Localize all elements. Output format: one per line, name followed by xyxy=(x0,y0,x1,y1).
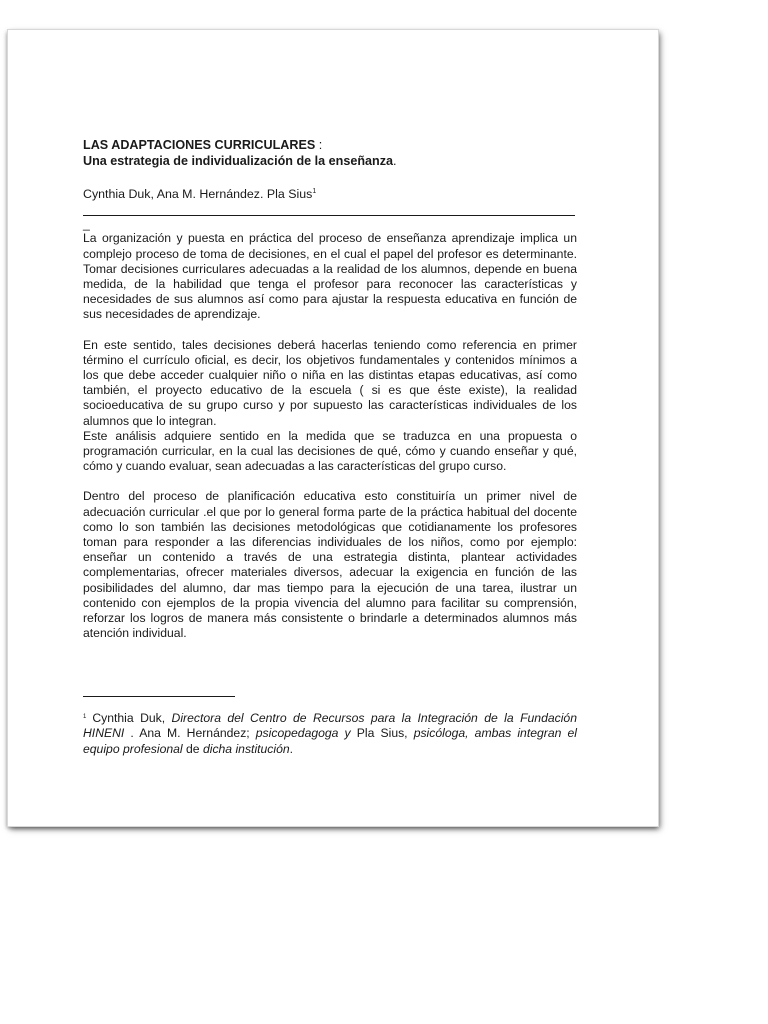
paragraph-2: En este sentido, tales decisiones deberá hacerlas teniendo como referencia en primer término el currículo oficial, es decir, los objetivos fundamentales y contenidos mínimos a los que debe acceder cualquier niño o niña en las distintas etapas educativas, así como también, el proyecto educativo de la escuela ( si es que éste existe), la realidad socioeducativa de su grupo curso y por supuesto las características individuales de los alumnos que lo integran. xyxy=(83,337,577,428)
subtitle-period: . xyxy=(393,153,397,168)
footnote-text-5: Pla Sius, xyxy=(350,726,414,741)
document-subtitle xyxy=(83,154,577,170)
footnote-text-7: de xyxy=(182,741,203,756)
footnote-text-2: Directora del Centro de Recursos para la Integración de la Fundación HINENI xyxy=(83,711,577,741)
document-body xyxy=(83,138,577,641)
footnote-text-1: Cynthia Duk, xyxy=(92,711,172,725)
footnote xyxy=(83,710,577,757)
title-colon: : xyxy=(315,138,323,152)
title-text: LAS ADAPTACIONES CURRICULARES xyxy=(83,138,316,152)
footnote-reference: 1 xyxy=(312,188,317,196)
paragraph-1: La organización y puesta en práctica del proceso de enseñanza aprendizaje implica un complejo proceso de toma de decisiones, en el cual el papel del profesor es determinante. Tomar decisiones curriculares adecuadas a la realidad de los alumnos, depende en buena medida, de la habilidad que tenga el profesor para reconocer las características y necesidades de sus alumnos así como para ajustar la respuesta educativa en función de sus necesidades de aprendizaje. xyxy=(83,231,577,322)
document-page xyxy=(8,30,658,826)
authors-line xyxy=(83,184,577,202)
authors-text: Cynthia Duk, Ana M. Hernández. Pla Sius xyxy=(83,187,313,202)
paragraph-4: Dentro del proceso de planificación educativa esto constituiría un primer nivel de adecuación curricular .el que por lo general forma parte de la práctica habitual del docente como lo son también las decisiones metodológicas que cotidianamente los profesores toman para responder a las diferencias individuales de los niños, como por ejemplo: enseñar un contenido a través de una estrategia distinta, plantear actividades complementarias, ofrecer materiales diversos, adecuar la exigencia en función de las posibilidades del alumno, dar mas tiempo para la ejecución de una tarea, ilustrar un contenido con ejemplos de la propia vivencia del alumno para facilitar su comprensión, reforzar los logros de manera más consistente o brindarle a determinados alumnos más atención individual. xyxy=(83,489,577,641)
footnote-text-8: dicha institución xyxy=(202,741,290,756)
footnote-separator xyxy=(83,696,235,697)
footnote-text-6: psicóloga, ambas integran el equipo profesional xyxy=(83,726,577,756)
document-title xyxy=(83,138,577,154)
paragraph-3: Este análisis adquiere sentido en la medida que se traduzca en una propuesta o programación curricular, en la cual las decisiones de qué, cómo y cuando enseñar y qué, cómo y cuando evaluar, sean adecuadas a las características del grupo curso. xyxy=(83,428,577,474)
underscore-mark: _ xyxy=(83,217,90,232)
footnote-number: 1 xyxy=(83,714,87,720)
footnote-text-3: . Ana M. Hernández; xyxy=(124,726,256,741)
subtitle-text: Una estrategia de individualización de la enseñanza xyxy=(83,153,394,168)
horizontal-rule xyxy=(83,215,575,216)
footnote-text-4: psicopedagoga y xyxy=(255,726,351,741)
footnote-text-9: . xyxy=(289,741,294,756)
